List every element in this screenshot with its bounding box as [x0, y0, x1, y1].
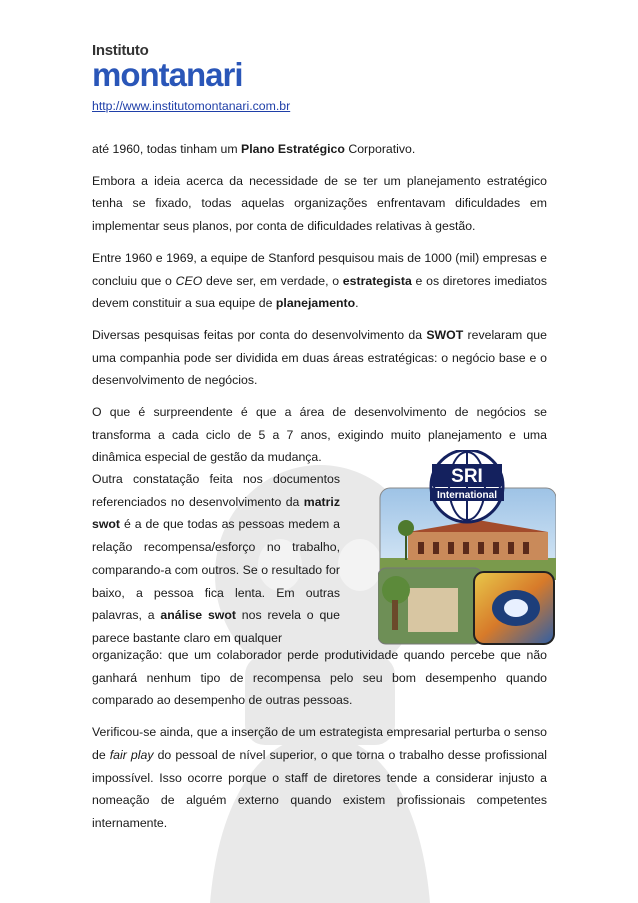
paragraph-6: Outra constatação feita nos documentos referenciados no desenvolvimento da matriz swot é a de que todas as pessoas medem a relação recompensa/esforço no trabalho, comparando-a com outros. Se o resultado for baixo, a pessoa fica lenta. Em outras palavras, a análise swot nos revela o que parece bastante claro em qualquer: [92, 472, 340, 645]
paragraph-2: Embora a ideia acerca da necessidade de se ter um planejamento estratégico tenha se fixado, todas aquelas organizações enfrentavam dificuldades em implementar seus planos, por conta de dificuldades relativas à gestão.: [92, 173, 547, 234]
sri-collage-image: [378, 450, 556, 645]
paragraph-7: Verificou-se ainda, que a inserção de um estrategista empresarial perturba o senso de fair play do pessoal de nível superior, o que torna o trabalho desse profissional impossível. Isso ocorre porque o staff de diretores tende a considerar injusto a nomeação de alguém externo quando existem profissionais competentes internamente.: [92, 725, 547, 830]
main-text: [92, 138, 547, 478]
institute-url-link[interactable]: http://www.institutomontanari.com.br: [92, 99, 291, 113]
paragraph-1: até 1960, todas tinham um Plano Estratégico Corporativo.: [92, 142, 416, 156]
tail-text: [92, 644, 547, 844]
paragraph-3: Entre 1960 e 1969, a equipe de Stanford pesquisou mais de 1000 (mil) empresas e concluiu que o CEO deve ser, em verdade, o estrategista e os diretores imediatos devem constituir a sua equipe de planejamento.: [92, 250, 547, 311]
paragraph-5: O que é surpreendente é que a área de desenvolvimento de negócios se transforma a cada ciclo de 5 a 7 anos, exigindo muito planejamento e uma dinâmica especial de gestão da mudança.: [92, 405, 547, 465]
logo-top-text: Instituto: [92, 42, 149, 59]
logo-main-text: montanari: [92, 56, 243, 93]
paragraph-6-continued: organização: que um colaborador perde produtividade quando percebe que não ganhará nenhum tipo de recompensa pelo seu bom desempenho quando comparado ao desempenho de outras pessoas.: [92, 648, 547, 708]
sri-logo-text: SRI: [451, 466, 483, 487]
institute-logo: [92, 42, 292, 97]
paragraph-4: Diversas pesquisas feitas por conta do desenvolvimento da SWOT revelaram que uma companhia pode ser dividida em duas áreas estratégicas: o negócio base e o desenvolvimento de negócios.: [92, 327, 547, 388]
sri-logo-subtext: International: [436, 490, 498, 501]
logo-wordmark: [92, 56, 292, 96]
